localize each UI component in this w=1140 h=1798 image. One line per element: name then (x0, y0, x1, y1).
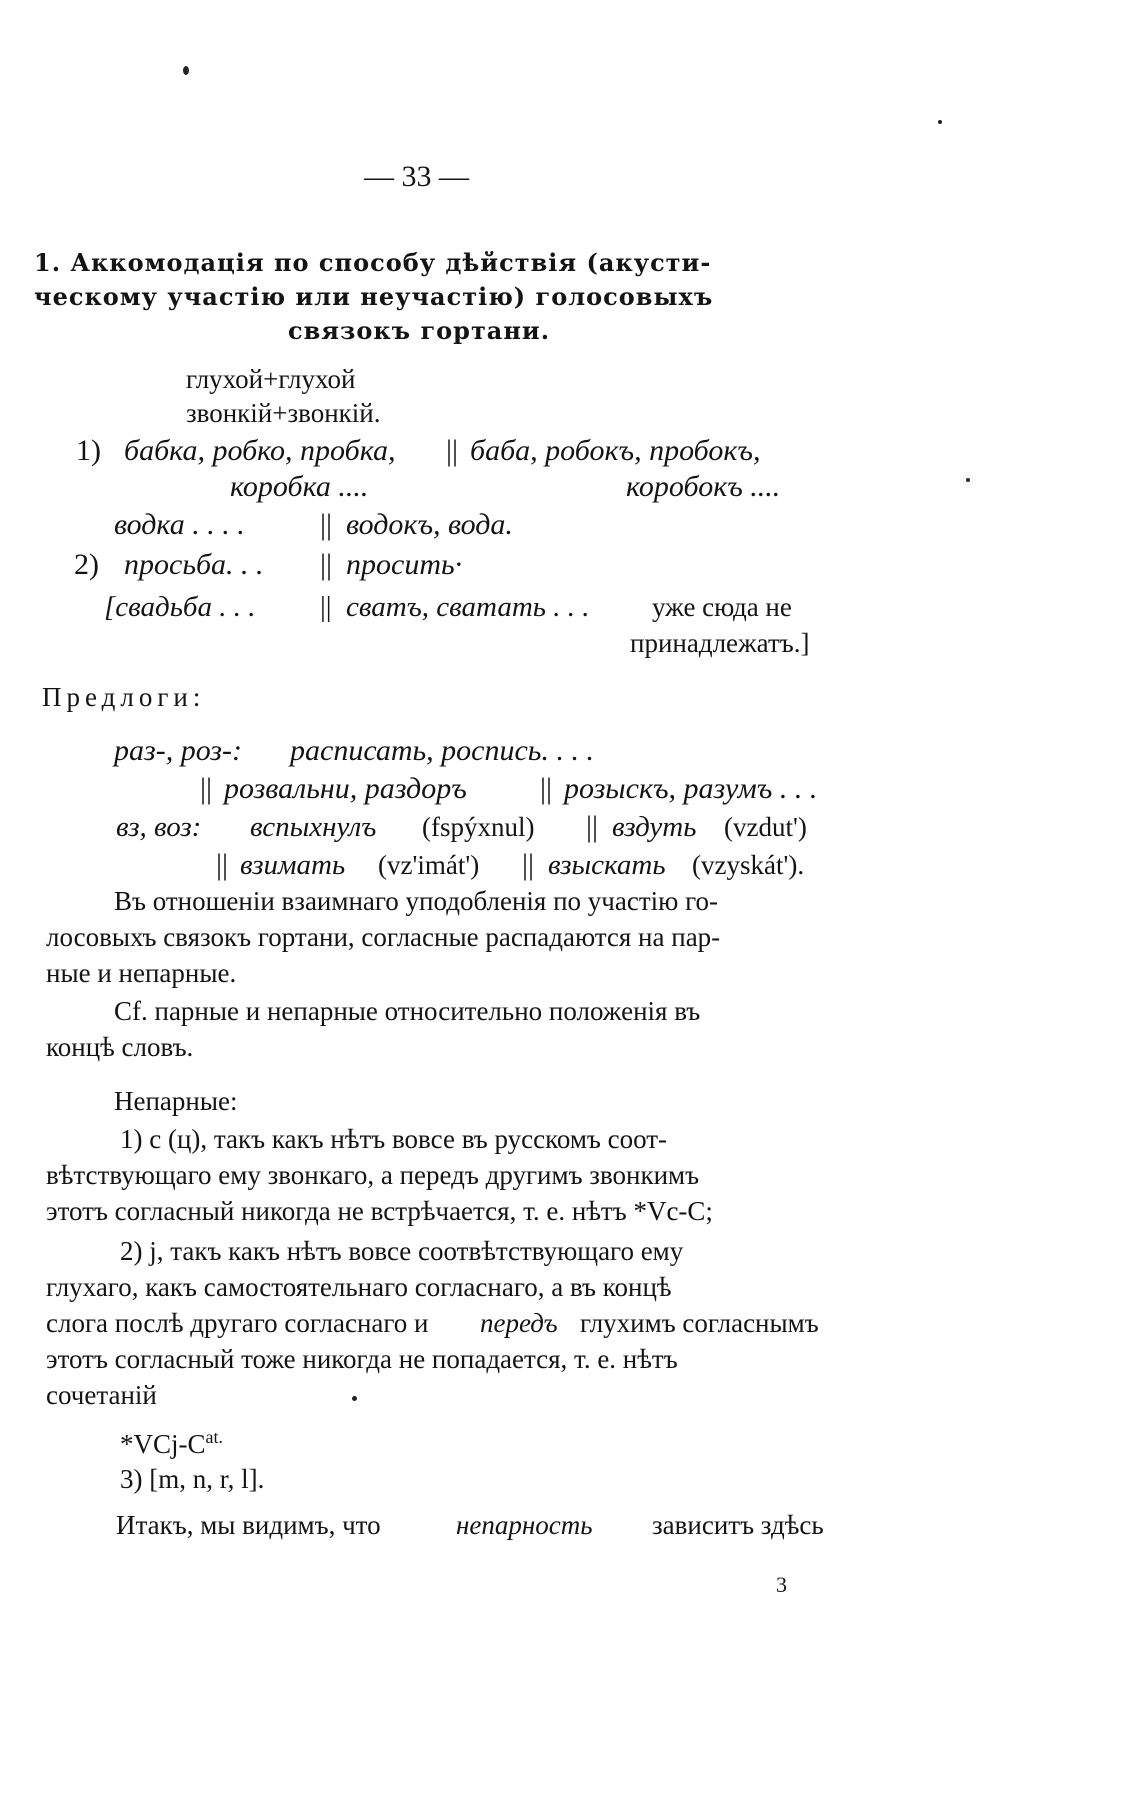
example-text: розыскъ, разумъ . . . (564, 772, 818, 805)
scan-speck (183, 66, 189, 75)
separator: || (216, 848, 229, 881)
separator: || (586, 810, 599, 843)
example-number: 2) (74, 548, 99, 581)
prepositions-title: Предлоги: (42, 682, 206, 712)
separator: || (320, 548, 333, 581)
example-text: вздуть (612, 811, 697, 843)
page-number: — 33 — (364, 160, 469, 193)
formula-superscript: at. (205, 1427, 224, 1447)
paragraph-line: сочетаній (46, 1380, 157, 1410)
emphasis-text: непарность (456, 1510, 593, 1540)
separator: || (320, 508, 333, 541)
separator: || (320, 591, 332, 623)
example-text: взимать (240, 849, 346, 881)
example-text: взыскать (548, 849, 666, 881)
paragraph-line: Въ отношеніи взаимнаго уподобленія по участію го- (114, 886, 718, 916)
paragraph-line: вѣтствующаго ему звонкаго, а передъ другимъ звонкимъ (46, 1160, 700, 1190)
paragraph-line: Итакъ, мы видимъ, что (116, 1510, 381, 1540)
paragraph-line: этотъ согласный тоже никогда не попадается, т. е. нѣтъ (46, 1344, 678, 1374)
example-text: просить· (346, 548, 463, 581)
separator: || (522, 848, 535, 881)
paragraph-line: слога послѣ другаго согласнаго и (46, 1308, 429, 1338)
formula-line: звонкій+звонкій. (186, 398, 381, 428)
example-text: коробка .... (230, 470, 369, 503)
separator: || (446, 434, 459, 467)
paragraph-line: 3) [m, n, r, l]. (120, 1464, 265, 1494)
separator: || (200, 772, 213, 805)
example-text: расписать, роспись. . . . (290, 734, 594, 767)
scan-speck (966, 478, 970, 482)
text-line: принадлежатъ.] (630, 628, 810, 658)
paragraph-line: 2) j, такъ какъ нѣтъ вовсе соотвѣтствующаго ему (120, 1236, 684, 1266)
example-text: просьба. . . (124, 548, 264, 581)
paragraph-line: ные и непарные. (46, 958, 237, 988)
formula-line: глухой+глухой (186, 364, 356, 394)
transcription: (fspýxnul) (422, 812, 535, 842)
formula-line (120, 1420, 223, 1461)
transcription: (vzdut') (724, 812, 807, 842)
paragraph-line: 1) с (ц), такъ какъ нѣтъ вовсе въ русскомъ соот- (120, 1124, 668, 1154)
paragraph-line: Cf. парные и непарные относительно положенія въ (114, 996, 701, 1026)
example-number: 1) (76, 434, 101, 467)
example-text: водка . . . . (114, 508, 245, 541)
prefix-label: раз-, роз-: (114, 734, 242, 767)
example-text: розвальни, раздоръ (224, 772, 467, 805)
separator: || (540, 772, 553, 805)
example-text: баба, робокъ, пробокъ, (470, 434, 761, 467)
section-heading-line: ческому участію или неучастію) голосовыхъ (34, 282, 714, 311)
text-line: уже сюда не (652, 592, 792, 622)
section-heading-line: 1. Аккомодація по способу дѣйствія (акусти- (34, 248, 712, 277)
paragraph-line: глухимъ согласнымъ (580, 1308, 819, 1338)
example-text: вспыхнулъ (250, 811, 377, 843)
formula-base: *VCj-C (120, 1429, 206, 1459)
section-heading-line: связокъ гортани. (288, 316, 551, 345)
unpaired-title: Непарные: (114, 1086, 238, 1116)
emphasis-text: передъ (480, 1308, 558, 1338)
paragraph-line: этотъ согласный никогда не встрѣчается, т. е. нѣтъ *Vc-C; (46, 1196, 713, 1226)
example-text: сватъ, сватать . . . (346, 591, 590, 623)
transcription: (vzyskát'). (692, 850, 805, 880)
signature-mark: 3 (776, 1572, 787, 1597)
paragraph-line: лосовыхъ связокъ гортани, согласные распадаются на пар- (46, 922, 721, 952)
transcription: (vz'imát') (378, 850, 480, 880)
prefix-label: вз, воз: (116, 811, 202, 843)
paragraph-line: глухаго, какъ самостоятельнаго согласнаго, а въ концѣ (46, 1272, 672, 1302)
scan-speck (938, 120, 942, 124)
example-text: бабка, робко, пробка, (124, 434, 396, 467)
example-text: коробокъ .... (626, 470, 781, 503)
paragraph-line: концѣ словъ. (46, 1032, 194, 1062)
paragraph-line: зависитъ здѣсь (652, 1510, 824, 1540)
scan-speck (352, 1396, 357, 1401)
example-text: [свадьба . . . (104, 591, 256, 623)
example-text: водокъ, вода. (346, 508, 513, 541)
